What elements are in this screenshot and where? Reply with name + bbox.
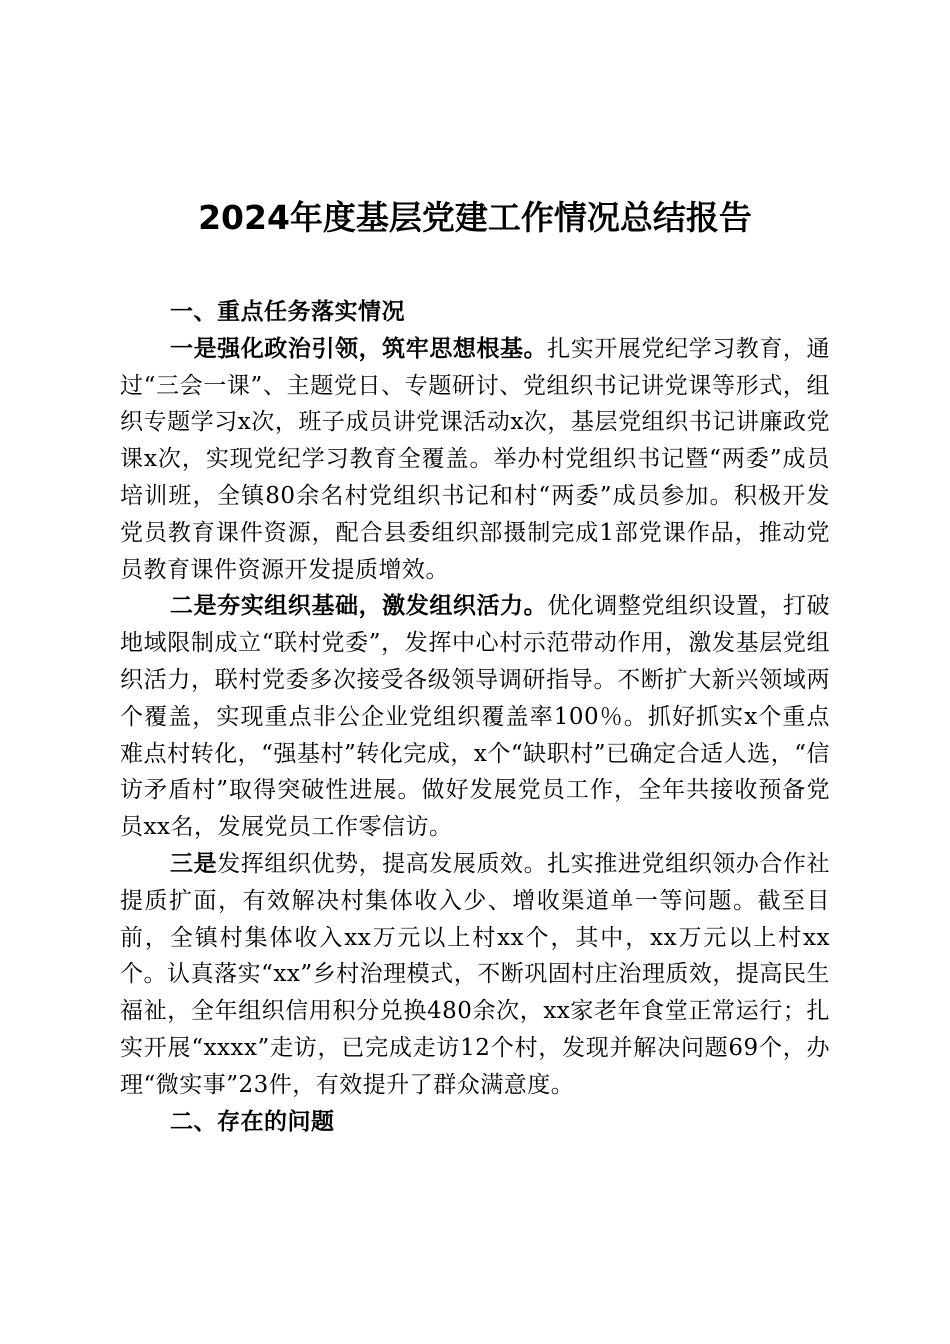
section-heading-1: 一、重点任务落实情况 [170,299,405,325]
paragraph-1 [120,331,830,589]
paragraph-2 [120,588,830,846]
paragraph-2-lead: 二是夯实组织基础，激发组织活力。 [170,593,548,620]
paragraph-3-lead: 三是 [170,850,218,877]
paragraph-3-body: 发挥组织优势，提高发展质效。扎实推进党组织领办合作社提质扩面，有效解决村集体收入少、增收渠道单一等问题。截至目前，全镇村集体收入xx万元以上村xx个，其中，xx万元以上村xx个。认真落实“xx”乡村治理模式，不断巩固村庄治理质效，提高民生福祉，全年组织信用积分兑换480余次，xx家老年食堂正常运行；扎实开展“xxxx”走访，已完成走访12个村，发现并解决问题69个，办理“微实事”23件，有效提升了群众满意度。 [120,850,831,1098]
section-heading-2: 二、存在的问题 [170,1108,335,1135]
document-title: 2024年度基层党建工作情况总结报告 [198,198,752,237]
document-body [120,294,830,1140]
paragraph-2-body: 优化调整党组织设置，打破地域限制成立“联村党委”，发挥中心村示范带动作用，激发基层党组织活力，联村党委多次接受各级领导调研指导。不断扩大新兴领域两个覆盖，实现重点非公企业党组织覆盖率100％。抓好抓实x个重点难点村转化，“强基村”转化完成，x个“缺职村”已确定合适人选，“信访矛盾村”取得突破性进展。做好发展党员工作，全年共接收预备党员xx名，发展党员工作零信访。 [120,593,831,841]
paragraph-1-lead: 一是强化政治引领，筑牢思想根基。 [170,335,548,362]
paragraph-1-body: 扎实开展党纪学习教育，通过“三会一课”、主题党日、专题研讨、党组织书记讲党课等形式，组织专题学习x次，班子成员讲党课活动x次，基层党组织书记讲廉政党课x次，实现党纪学习教育全覆盖。举办村党组织书记暨“两委”成员培训班，全镇80余名村党组织书记和村“两委”成员参加。积极开发党员教育课件资源，配合县委组织部摄制完成1部党课作品，推动党员教育课件资源开发提质增效。 [120,335,831,583]
paragraph-3 [120,846,830,1104]
